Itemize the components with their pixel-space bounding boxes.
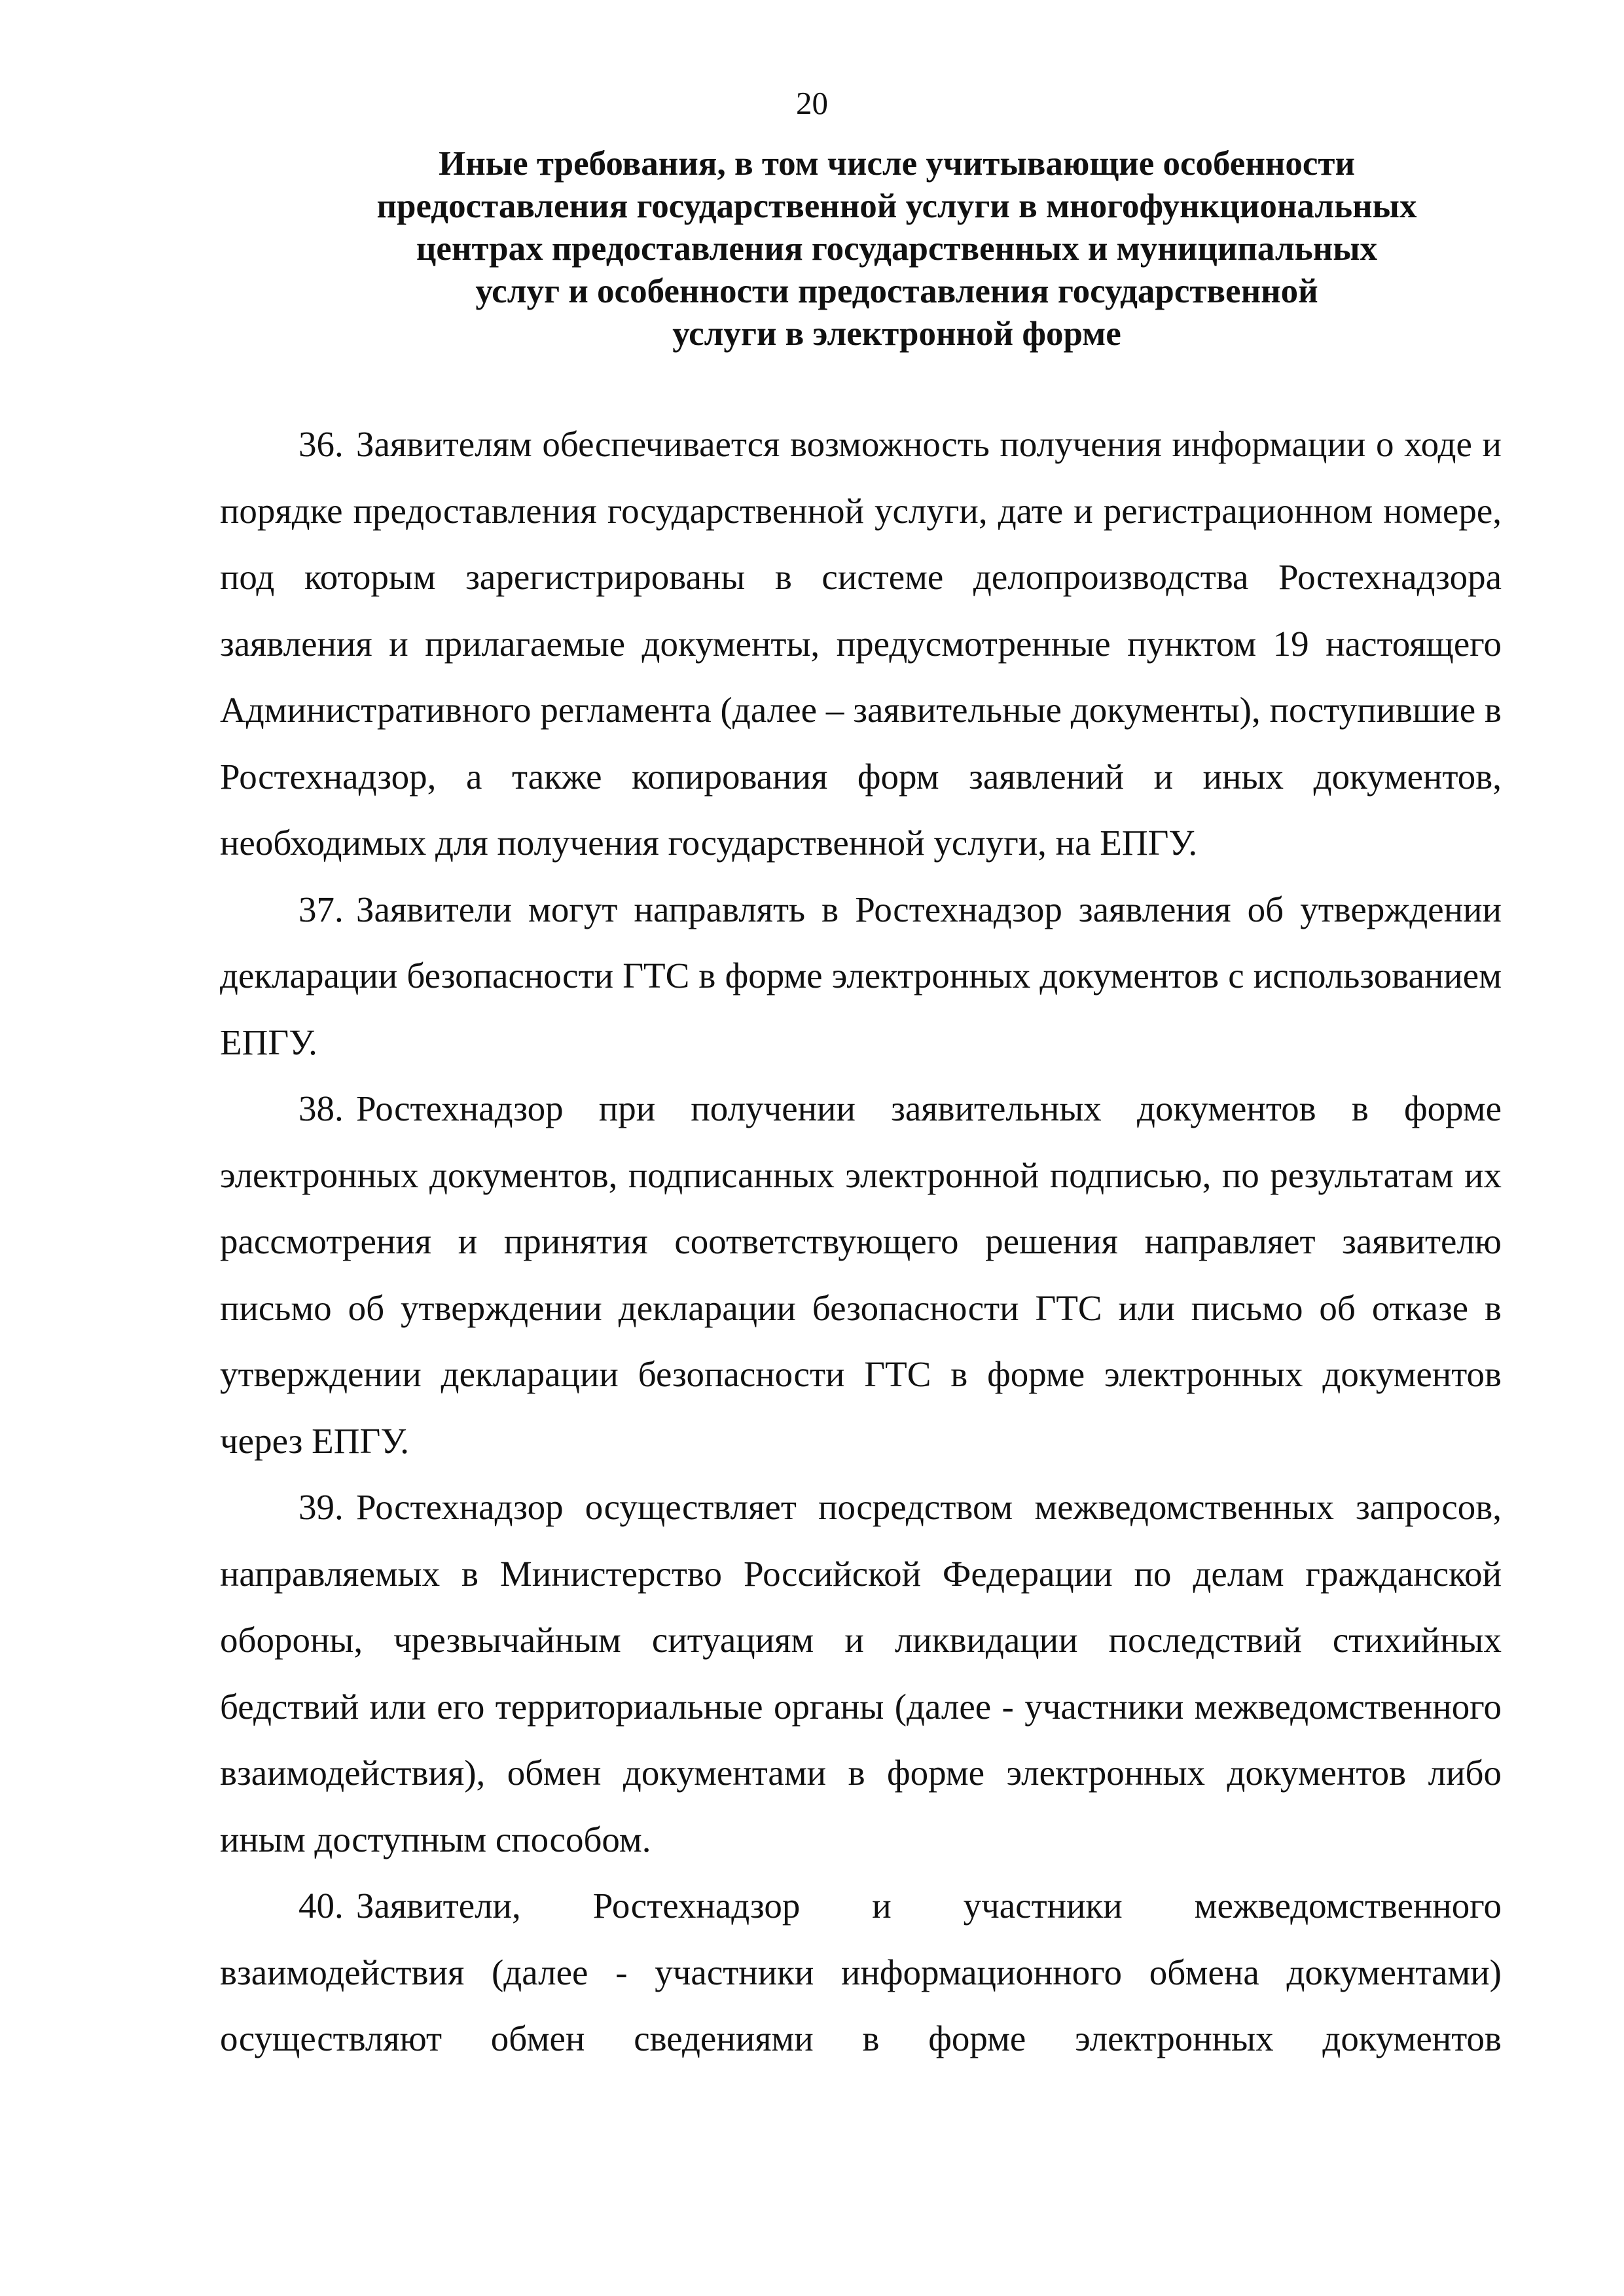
paragraph-40 xyxy=(220,1873,1502,2072)
paragraph-number: 40. xyxy=(298,1886,344,1926)
paragraph-number: 36. xyxy=(298,424,344,464)
paragraph-text: Заявители могут направлять в Ростехнадзор заявления об утверждении декларации безопасности ГТС в форме электронных документов с использованием ЕПГУ. xyxy=(220,889,1502,1062)
paragraph-text: Заявители, Ростехнадзор и участники межведомственного взаимодействия (далее - участники информационного обмена документами) осуществляют обмен сведениями в форме электронных документов xyxy=(220,1886,1502,2058)
paragraph-37 xyxy=(220,876,1502,1076)
paragraph-number: 38. xyxy=(298,1088,344,1128)
paragraph-39 xyxy=(220,1474,1502,1873)
document-body xyxy=(220,411,1502,2072)
paragraph-38 xyxy=(220,1075,1502,1474)
page-number: 20 xyxy=(796,85,828,121)
paragraph-text: Ростехнадзор при получении заявительных документов в форме электронных документов, подписанных электронной подписью, по результатам их рассмотрения и принятия соответствующего решения направляет заявителю письмо об утверждении декларации безопасности ГТС или письмо об отказе в утверждении декларации безопасности ГТС в форме электронных документов через ЕПГУ. xyxy=(220,1088,1502,1461)
section-title: Иные требования, в том числе учитывающие особенности предоставления государственной услуги в многофункциональных центрах предоставления государственных и муниципальных услуг и особенности предоставления государственной услуги в электронной форме xyxy=(376,145,1417,353)
paragraph-36 xyxy=(220,411,1502,876)
paragraph-text: Ростехнадзор осуществляет посредством межведомственных запросов, направляемых в Министерство Российской Федерации по делам гражданской обороны, чрезвычайным ситуациям и ликвидации последствий стихийных бедствий или его территориальные органы (далее - участники межведомственного взаимодействия), обмен документами в форме электронных документов либо иным доступным способом. xyxy=(220,1487,1502,1859)
paragraph-text: Заявителям обеспечивается возможность получения информации о ходе и порядке предоставления государственной услуги, дате и регистрационном номере, под которым зарегистрированы в системе делопроизводства Ростехнадзора заявления и прилагаемые документы, предусмотренные пунктом 19 настоящего Административного регламента (далее – заявительные документы), поступившие в Ростехнадзор, а также копирования форм заявлений и иных документов, необходимых для получения государственной услуги, на ЕПГУ. xyxy=(220,424,1502,863)
paragraph-number: 39. xyxy=(298,1487,344,1527)
paragraph-number: 37. xyxy=(298,889,344,929)
